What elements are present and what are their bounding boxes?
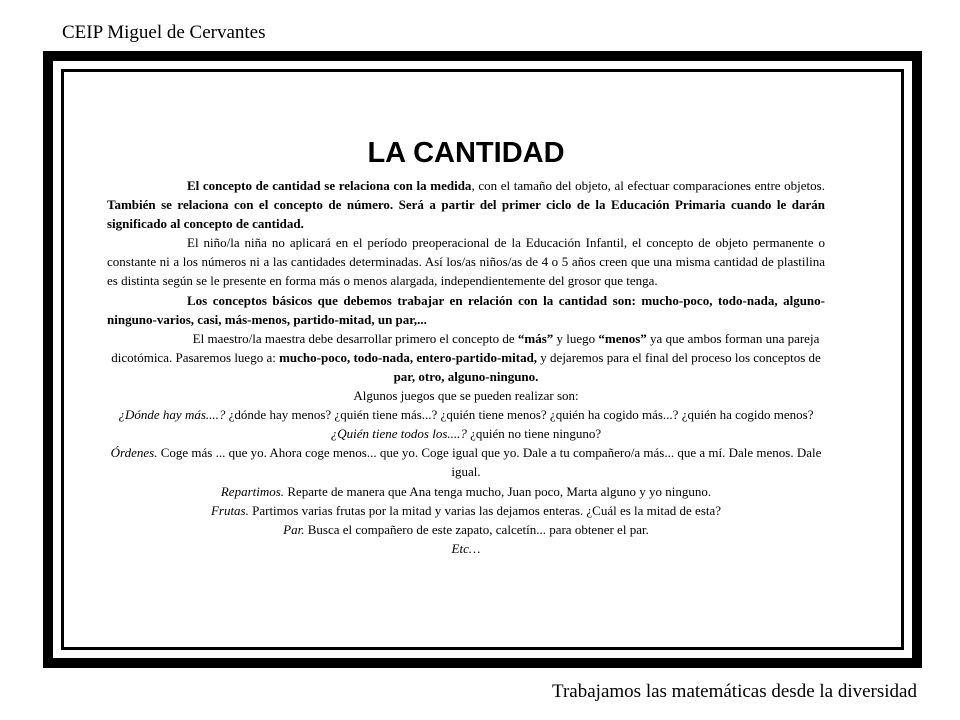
etc-text: Etc… xyxy=(451,540,481,556)
game-item: ¿Dónde hay más....? ¿dónde hay menos? ¿quién tiene más...? ¿quién tiene menos? ¿quién ha cogido más...? ¿quién ha cogido menos? xyxy=(118,407,814,423)
document-page xyxy=(64,72,901,647)
paragraph-preoperational: El niño/la niña no aplicará en el período preoperacional de la Educación Infantil, el concepto de objeto permanente o constante ni a los números ni a las cantidades determinadas. Así los/as niños/as de 4 o 5 años creen que una misma cantidad de plastilina es distinta según se le presente en forma más o menos alargada, independientemente del grosor que tenga. xyxy=(107,235,825,289)
document-body xyxy=(107,135,825,558)
paragraph-definition: El concepto de cantidad se relaciona con la medida, con el tamaño del objeto, al efectuar comparaciones entre objetos. También se relaciona con el concepto de número. Será a partir del primer ciclo de la Educación Primaria cuando le darán significado al concepto de cantidad. xyxy=(107,178,825,232)
page-border xyxy=(43,51,922,668)
game-item: ¿Quién tiene todos los....? ¿quién no tiene ninguno? xyxy=(330,426,602,442)
school-name: CEIP Miguel de Cervantes xyxy=(62,22,266,43)
paragraph-teacher: El maestro/la maestra debe desarrollar primero el concepto de “más” y luego “menos” ya que ambos forman una pareja dicotómica. Pasaremos luego a: mucho-poco, todo-nada, entero-partido-mitad, y dejaremos para el final del proceso los conceptos de par, otro, alguno-ninguno. xyxy=(111,330,821,384)
footer-text: Trabajamos las matemáticas desde la diversidad xyxy=(552,681,917,702)
game-item: Órdenes. Coge más ... que yo. Ahora coge menos... que yo. Coge igual que yo. Dale a tu compañero/a más... que a mí. Dale menos. Dale igual. xyxy=(110,445,822,480)
game-item: Par. Busca el compañero de este zapato, calcetín... para obtener el par. xyxy=(283,521,649,537)
game-item: Frutas. Partimos varias frutas por la mitad y varias las dejamos enteras. ¿Cuál es la mitad de esta? xyxy=(210,502,722,518)
game-item: Repartimos. Reparte de manera que Ana tenga mucho, Juan poco, Marta alguno y yo ninguno. xyxy=(220,483,712,499)
games-intro: Algunos juegos que se pueden realizar son: xyxy=(353,388,579,404)
page-title: LA CANTIDAD xyxy=(367,137,565,169)
paragraph-basic-concepts: Los conceptos básicos que debemos trabajar en relación con la cantidad son: mucho-poco, todo-nada, alguno-ninguno-varios, casi, más-menos, partido-mitad, un par,... xyxy=(107,292,825,327)
